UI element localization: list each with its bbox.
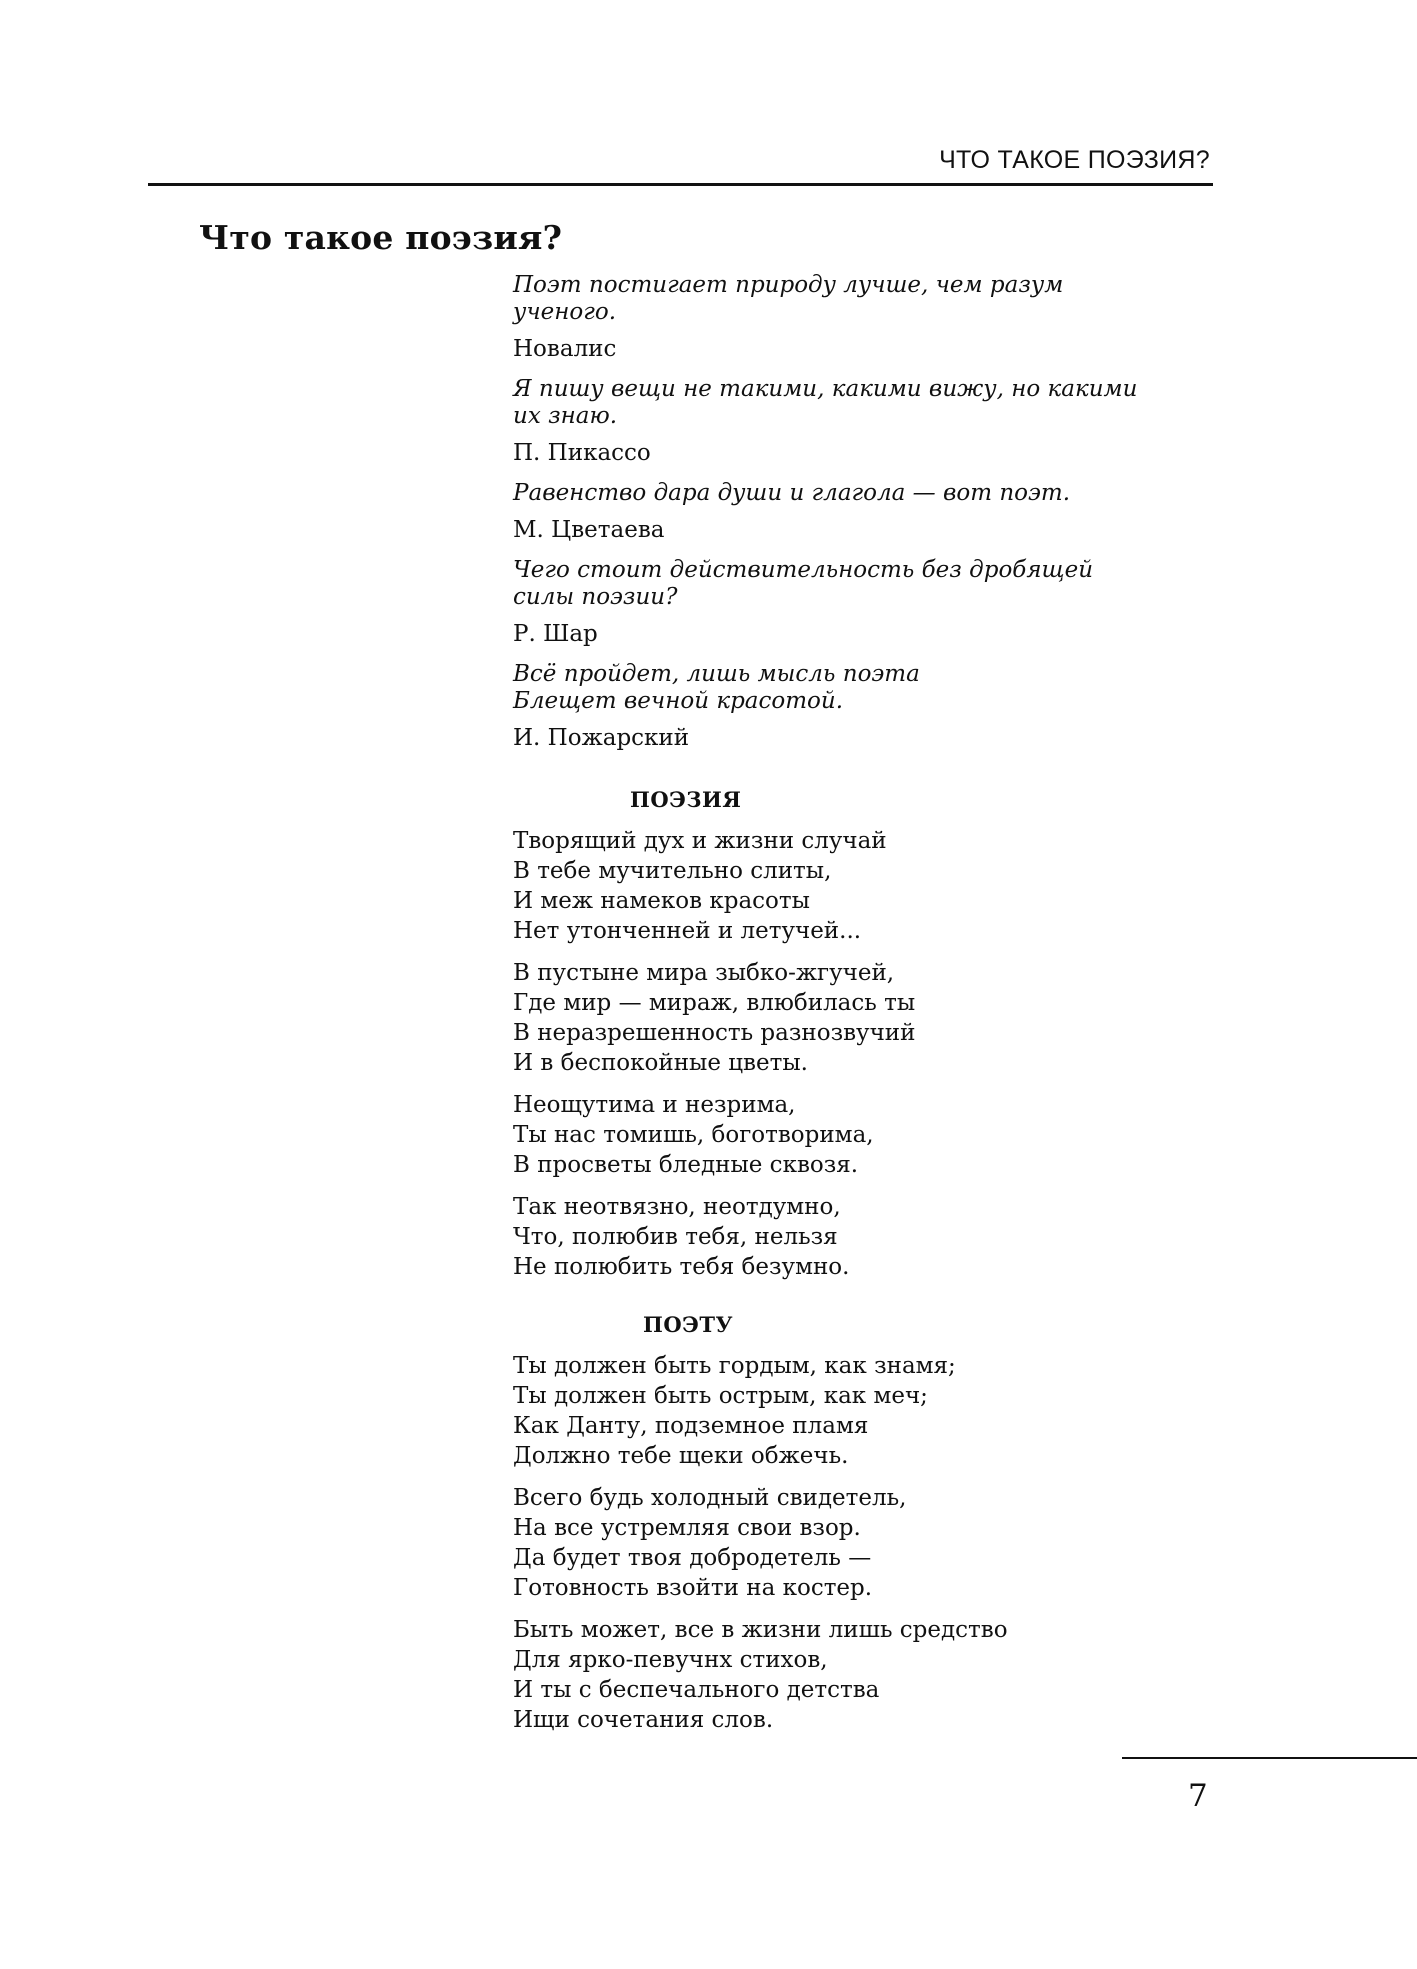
poem-stanza: Неощутима и незрима, Ты нас томишь, боготворима, В просветы бледные сквозя. bbox=[513, 1092, 874, 1178]
epigraphs bbox=[513, 272, 1173, 753]
poem-stanza: Творящий дух и жизни случай В тебе мучительно слиты, И меж намеков красоты Нет утонченней и летучей... bbox=[513, 828, 887, 944]
poem-stanza: В пустыне мира зыбко-жгучей, Где мир — мираж, влюбилась ты В неразрешенность разнозвучий И в беспокойные цветы. bbox=[513, 960, 916, 1076]
epigraph-author: Новалис bbox=[513, 336, 617, 362]
poem-stanza: Всего будь холодный свидетель, На все устремляя свои взор. Да будет твоя добродетель — Готовность взойти на костер. bbox=[513, 1485, 907, 1601]
page-number: 7 bbox=[1188, 1778, 1208, 1814]
poem-stanza: Быть может, все в жизни лишь средство Для ярко-певучнх стихов, И ты с беспечального детства Ищи сочетания слов. bbox=[513, 1617, 1008, 1733]
poem-stanza: Так неотвязно, неотдумно, Что, полюбив тебя, нельзя Не полюбить тебя безумно. bbox=[513, 1194, 850, 1280]
epigraph-author: Р. Шар bbox=[513, 621, 598, 647]
epigraph-quote: Всё пройдет, лишь мысль поэта Блещет вечной красотой. bbox=[513, 661, 920, 714]
epigraph-author: И. Пожарский bbox=[513, 725, 690, 751]
epigraph-quote: Равенство дара души и глагола — вот поэт. bbox=[513, 480, 1071, 506]
footer-rule bbox=[1122, 1757, 1417, 1759]
chapter-title: Что такое поэзия? bbox=[199, 218, 563, 257]
page-content bbox=[513, 272, 1173, 1747]
epigraph-author: П. Пикассо bbox=[513, 440, 651, 466]
epigraph bbox=[513, 272, 1173, 364]
poem-poeziya bbox=[513, 787, 1173, 1282]
poem-stanza: Ты должен быть гордым, как знамя; Ты должен быть острым, как меч; Как Данту, подземное пламя Должно тебе щеки обжечь. bbox=[513, 1353, 956, 1469]
running-head: ЧТО ТАКОЕ ПОЭЗИЯ? bbox=[939, 146, 1210, 174]
epigraph bbox=[513, 480, 1173, 545]
epigraph bbox=[513, 661, 1173, 753]
epigraph-author: М. Цветаева bbox=[513, 517, 665, 543]
poem-title: ПОЭЗИЯ bbox=[630, 787, 742, 812]
epigraph-quote: Я пишу вещи не такими, какими вижу, но какими их знаю. bbox=[513, 376, 1138, 429]
epigraph-quote: Поэт постигает природу лучше, чем разум ученого. bbox=[513, 272, 1064, 325]
header-rule bbox=[148, 183, 1213, 186]
epigraph-quote: Чего стоит действительность без дробящей силы поэзии? bbox=[513, 557, 1094, 610]
poem-title: ПОЭТУ bbox=[643, 1312, 733, 1337]
epigraph bbox=[513, 557, 1173, 649]
poem-poetu bbox=[513, 1312, 1173, 1735]
epigraph bbox=[513, 376, 1173, 468]
